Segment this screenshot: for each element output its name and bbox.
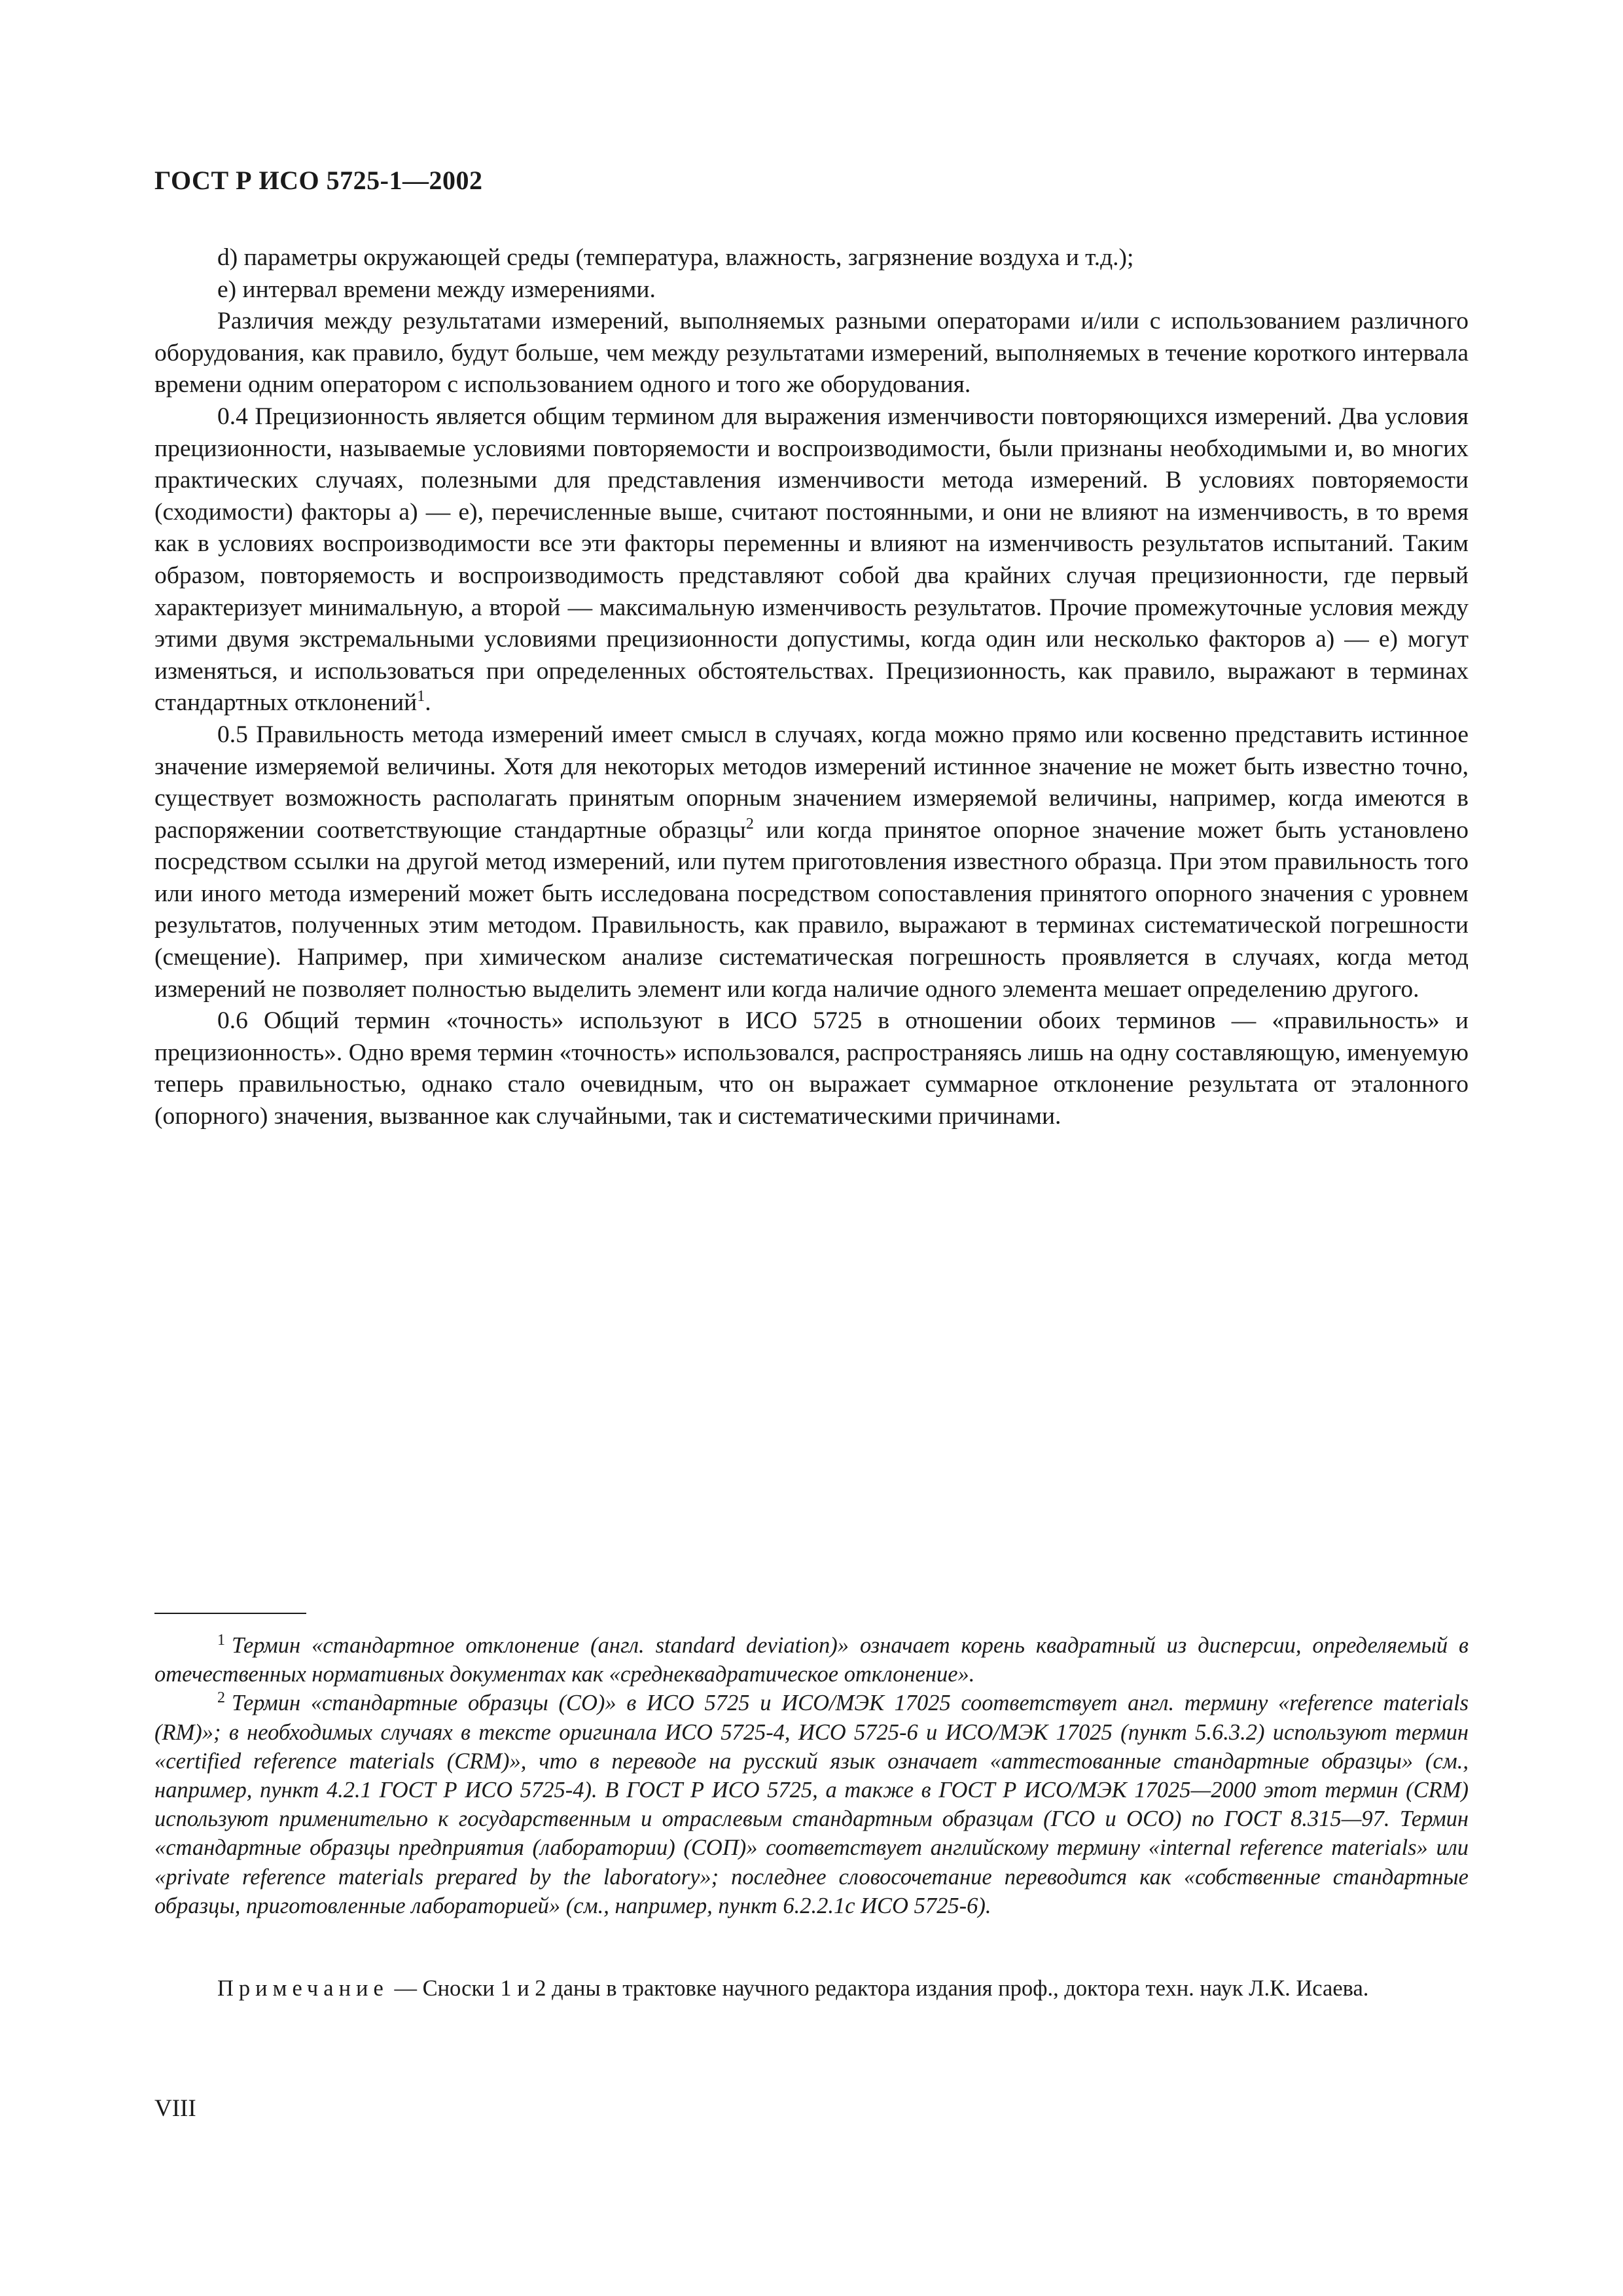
footnote-2-text: Термин «стандартные образцы (СО)» в ИСО 5725 и ИСО/МЭК 17025 соответствует англ. термину «reference materials (RM)»; в необходимых случаях в тексте оригинала ИСО 5725-4, ИСО 5725-6 и ИСО/МЭК 17025 (пункт 5.6.3.2) используют термин «certified reference materials (CRM)», что в переводе на русский язык означает «аттестованные стандартные образцы» (см., например, пункт 4.2.1 ГОСТ Р ИСО 5725-4). В ГОСТ Р ИСО 5725, а также в ГОСТ Р ИСО/МЭК 17025—2000 этот термин (CRM) используют применительно к государственным и отраслевым стандартным образцам (ГСО и ОСО) по ГОСТ 8.315—97. Термин «стандартные образцы предприятия (лаборатории) (СОП)» соответствует английскому термину «internal reference materials» или «private reference materials prepared by the laboratory»; последнее словосочетание переводится как «собственные стандартные образцы, приготовленные лабораторией» (см., например, пункт 6.2.2.1с ИСО 5725-6). <box>154 1691 1469 1918</box>
paragraph-differences: Различия между результатами измерений, выполняемых разными операторами и/или с использованием различного оборудования, как правило, будут больше, чем между результатами измерений, выполняемых в течение короткого интервала времени одним оператором с использованием одного и того же оборудования. <box>154 308 1469 399</box>
main-text <box>154 242 1469 1133</box>
list-item-e: е) интервал времени между измерениями. <box>217 276 656 303</box>
footnotes <box>154 1631 1469 1920</box>
paragraph-0-6: 0.6 Общий термин «точность» используют в ИСО 5725 в отношении обоих терминов — «правильность» и прецизионность». Одно время термин «точность» использовался, распространяясь лишь на одну составляющую, именуемую теперь правильностью, однако стало очевидным, что он выражает суммарное отклонение результата от эталонного (опорного) значения, вызванное как случайными, так и систематическими причинами. <box>154 1007 1469 1130</box>
footnote-ref-2[interactable]: 2 <box>745 815 754 833</box>
paragraph-0-5 <box>154 719 1469 1005</box>
footnote-1-text: Термин «стандартное отклонение (англ. standard deviation)» означает корень квадратный из дисперсии, определяемый в отечественных нормативных документах как «среднеквадратическое отклонение». <box>154 1633 1469 1687</box>
footnote-2-number: 2 <box>217 1689 225 1707</box>
note-text: — Сноски 1 и 2 даны в трактовке научного редактора издания проф., доктора техн. наук Л.К. Исаева. <box>388 1976 1369 2001</box>
paragraph-0-4 <box>154 401 1469 719</box>
note-label: Примечание <box>217 1976 389 2001</box>
footnote-2 <box>154 1689 1469 1920</box>
paragraph-0-5-text-b: или когда принятое опорное значение может быть установлено посредством ссылки на другой метод измерений, или путем приготовления известного образца. При этом правильность того или иного метода измерений может быть исследована посредством сопоставления принятого опорного значения с уровнем результатов, полученных этим методом. Правильность, как правило, выражают в терминах систематической погрешности (смещение). Например, при химическом анализе систематическая погрешность проявляется в случаях, когда метод измерений не позволяет полностью выделить элемент или когда наличие одного элемента мешает определению другого. <box>154 816 1469 1003</box>
footnote-1-number: 1 <box>217 1632 225 1649</box>
editor-note <box>154 1974 1469 2003</box>
list-item-d: d) параметры окружающей среды (температура, влажность, загрязнение воздуха и т.д.); <box>217 244 1134 271</box>
footnote-1 <box>154 1631 1469 1689</box>
paragraph-0-4-text: 0.4 Прецизионность является общим термином для выражения изменчивости повторяющихся измерений. Два условия прецизионности, называемые условиями повторяемости и воспроизводимости, были признаны необходимыми и, во многих практических случаях, полезными для представления изменчивости метода измерений. В условиях повторяемости (сходимости) факторы а) — е), перечисленные выше, считают постоянными, и они не влияют на изменчивость, в то время как в условиях воспроизводимости все эти факторы переменны и влияют на изменчивость результатов испытаний. Таким образом, повторяемость и воспроизводимость представляют собой два крайних случая прецизионности, где первый характеризует минимальную, а второй — максимальную изменчивость результатов. Прочие промежуточные условия между этими двумя экстремальными условиями прецизионности допустимы, когда один или несколько факторов а) — е) могут изменяться, и использоваться при определенных обстоятельствах. Прецизионность, как правило, выражают в терминах стандартных отклонений <box>154 403 1469 717</box>
paragraph-0-5-text-a: 0.5 Правильность метода измерений имеет смысл в случаях, когда можно прямо или косвенно представить истинное значение измеряемой величины. Хотя для некоторых методов измерений истинное значение не может быть известно точно, существует возможность располагать принятым опорным значением измеряемой величины, например, когда имеются в распоряжении соответствующие стандартные образцы <box>154 721 1469 844</box>
footnote-separator <box>154 1613 306 1614</box>
note-paragraph <box>154 1974 1469 2003</box>
footnote-ref-1[interactable]: 1 <box>417 688 425 706</box>
page-number: VIII <box>154 2095 196 2122</box>
document-header: ГОСТ Р ИСО 5725-1—2002 <box>154 166 483 195</box>
paragraph-0-4-end: . <box>425 689 431 717</box>
